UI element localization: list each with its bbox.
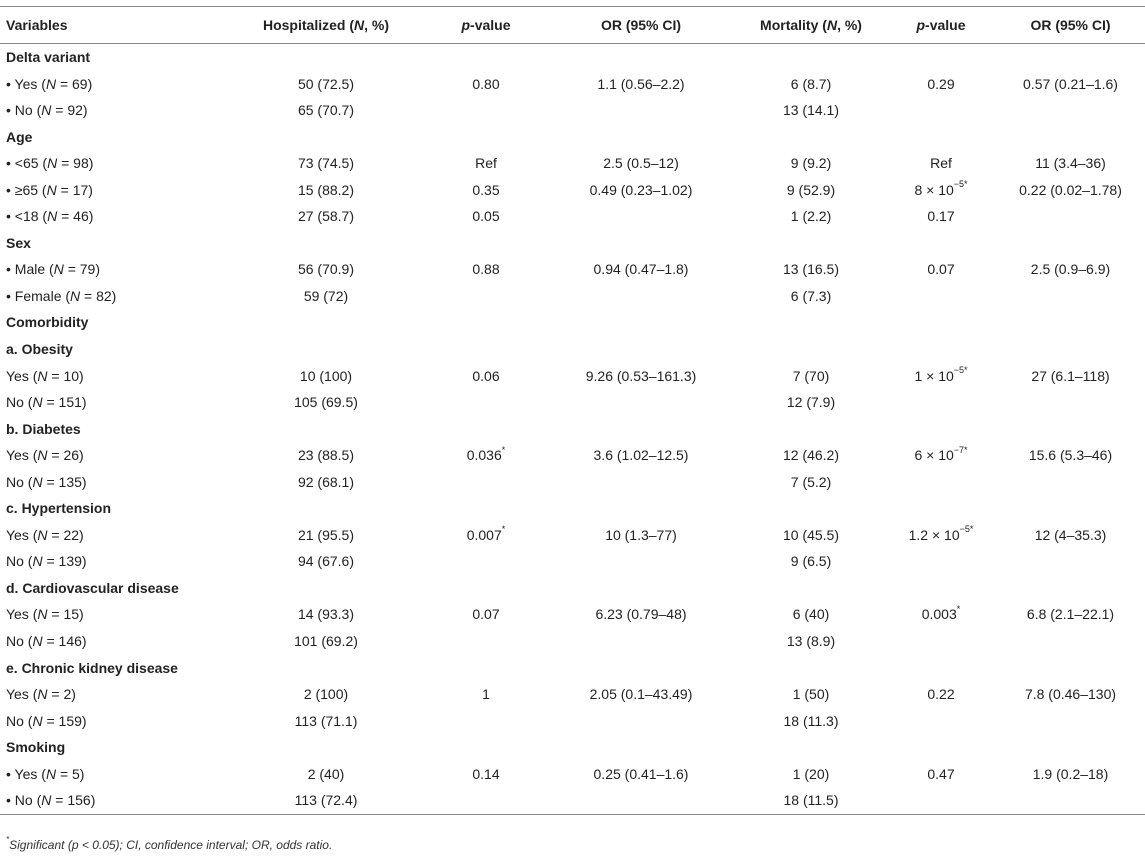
row-label: • Yes (N = 5)	[6, 765, 85, 782]
row-label: No (N = 151)	[6, 394, 87, 411]
table-cell	[546, 283, 736, 310]
table-cell: 2.5 (0.9–6.9)	[1030, 261, 1111, 278]
header-text-suffix: , %)	[837, 17, 862, 33]
table-footnote: *Significant (p < 0.05); CI, confidence interval; OR, odds ratio.	[6, 835, 333, 852]
row-label: • <18 (N = 46)	[6, 208, 94, 225]
table-cell	[546, 469, 736, 496]
column-header	[426, 7, 546, 44]
table-cell: 101 (69.2)	[294, 633, 358, 650]
table-cell: 113 (71.1)	[294, 712, 358, 729]
table-cell: 3.6 (1.02–12.5)	[593, 447, 689, 464]
table-cell	[426, 283, 546, 310]
table-cell: 7 (5.2)	[790, 473, 832, 490]
table-cell: 13 (14.1)	[782, 102, 840, 119]
table-cell	[996, 283, 1145, 310]
table-cell: 2 (40)	[307, 765, 345, 782]
table-row	[0, 761, 1145, 788]
section-label: e. Chronic kidney disease	[6, 659, 178, 676]
row-label: • Female (N = 82)	[6, 287, 117, 304]
table-cell	[996, 628, 1145, 655]
header-text: Mortality (	[760, 17, 827, 33]
section-label: d. Cardiovascular disease	[6, 579, 179, 596]
table-cell: 10 (100)	[299, 367, 353, 384]
table-cell	[426, 708, 546, 735]
header-text: OR (95% CI)	[600, 17, 682, 33]
row-label: No (N = 146)	[6, 633, 87, 650]
section-row	[0, 655, 1145, 682]
section-label: Delta variant	[6, 49, 91, 65]
table-row	[0, 442, 1145, 469]
column-header	[996, 7, 1145, 44]
table-cell: 0.57 (0.21–1.6)	[1023, 75, 1118, 92]
row-label: • No (N = 156)	[0, 787, 226, 814]
table-cell: 0.49 (0.23–1.02)	[589, 181, 693, 198]
table-cell: 14 (93.3)	[297, 606, 355, 623]
row-label: • No (N = 92)	[6, 102, 88, 119]
table-cell	[886, 708, 996, 735]
section-label: Sex	[6, 234, 31, 251]
table-cell: 0.003*	[921, 603, 961, 623]
table-cell: 9 (9.2)	[790, 155, 832, 172]
table-cell	[426, 389, 546, 416]
header-text: Variables	[6, 17, 68, 33]
table-header	[0, 7, 1145, 44]
table-cell: 12 (46.2)	[782, 447, 840, 464]
table-cell: 27 (58.7)	[297, 208, 355, 225]
table-row	[0, 522, 1145, 549]
table-cell: 0.94 (0.47–1.8)	[593, 261, 689, 278]
table-row	[0, 548, 1145, 575]
section-row	[0, 230, 1145, 257]
table-row	[0, 628, 1145, 655]
table-cell: 0.14	[472, 765, 500, 782]
table-cell: 12 (7.9)	[786, 394, 836, 411]
table-cell: 1.1 (0.56–2.2)	[597, 75, 685, 92]
table-cell	[546, 787, 736, 814]
column-header	[0, 7, 226, 44]
header-italic-text: N	[826, 17, 838, 33]
section-label: Age	[6, 128, 33, 145]
table-cell: 0.22 (0.02–1.78)	[1019, 181, 1122, 198]
table-cell: 113 (72.4)	[226, 787, 426, 814]
column-header	[546, 7, 736, 44]
table-cell: 56 (70.9)	[297, 261, 355, 278]
table-cell: 18 (11.3)	[783, 712, 839, 729]
header-text: OR (95% CI)	[1030, 17, 1111, 33]
table-cell: 11 (3.4–36)	[1035, 155, 1106, 172]
table-cell	[426, 97, 546, 124]
table-cell: 0.007*	[466, 524, 506, 543]
section-row	[0, 575, 1145, 602]
table-cell	[886, 97, 996, 124]
table-body	[0, 44, 1145, 815]
table-cell: 27 (6.1–118)	[1031, 367, 1110, 384]
table-cell: 50 (72.5)	[297, 75, 355, 92]
table-cell: 10 (45.5)	[782, 526, 840, 543]
table-row	[0, 97, 1145, 124]
table-cell	[426, 787, 546, 814]
table-cell: 92 (68.1)	[297, 473, 355, 490]
section-row	[0, 124, 1145, 151]
table-row	[0, 363, 1145, 390]
table-cell: 0.05	[472, 208, 500, 225]
header-row	[0, 7, 1145, 44]
table-row	[0, 256, 1145, 283]
table-row	[0, 71, 1145, 98]
table-cell: 9 (6.5)	[790, 553, 832, 570]
header-text: Hospitalized (	[262, 17, 354, 33]
table-cell	[996, 787, 1145, 814]
header-italic-text: N	[354, 17, 365, 33]
section-row	[0, 309, 1145, 336]
table-cell: $8 \times 10^{-5*}$	[914, 179, 968, 198]
table-cell	[886, 628, 996, 655]
table-cell	[996, 548, 1145, 575]
table-cell: 15 (88.2)	[297, 181, 355, 198]
table-cell: 1.9 (0.2–18)	[1032, 765, 1109, 782]
table-row	[0, 389, 1145, 416]
table-cell	[996, 203, 1145, 230]
table-cell	[886, 469, 996, 496]
table-cell: Ref	[475, 155, 497, 172]
row-label: • Male (N = 79)	[6, 261, 101, 278]
table-cell	[996, 469, 1145, 496]
table-cell: 0.25 (0.41–1.6)	[593, 765, 689, 782]
table-cell: 6.8 (2.1–22.1)	[1026, 606, 1115, 623]
table-cell: 0.47	[927, 765, 955, 782]
table-cell: 13 (16.5)	[782, 261, 840, 278]
table-cell: 6 (8.7)	[790, 75, 832, 92]
table-cell: 0.22	[927, 686, 955, 703]
header-italic-text: p	[461, 17, 471, 33]
table-cell	[886, 787, 996, 814]
table-row	[0, 681, 1145, 708]
row-label: Yes (N = 2)	[6, 686, 76, 703]
table-cell: 12 (4–35.3)	[1034, 526, 1107, 543]
section-label: a. Obesity	[6, 341, 73, 358]
row-label: Yes (N = 22)	[6, 526, 84, 543]
table-cell: 105 (69.5)	[294, 394, 358, 411]
header-italic-text: p	[916, 17, 926, 33]
column-header	[886, 7, 996, 44]
table-row	[0, 708, 1145, 735]
table-cell: 21 (95.5)	[297, 526, 355, 543]
section-row	[0, 336, 1145, 363]
table-cell: 9 (52.9)	[786, 181, 836, 198]
section-label: Smoking	[6, 739, 66, 756]
section-row	[0, 44, 1145, 71]
table-cell: 6.23 (0.79–48)	[595, 606, 687, 623]
table-cell: 6 (40)	[792, 606, 830, 623]
table-cell: 10 (1.3–77)	[605, 526, 677, 543]
table-cell: 0.80	[472, 75, 500, 92]
table-cell	[886, 283, 996, 310]
table-cell: 0.07	[472, 606, 500, 623]
table-cell: 1 (50)	[792, 686, 830, 703]
table-cell: 0.17	[927, 208, 955, 225]
table-cell: 1 (2.2)	[790, 208, 832, 225]
table-row	[0, 283, 1145, 310]
table-row	[0, 203, 1145, 230]
table-cell: 0.07	[927, 261, 955, 278]
table-cell	[426, 469, 546, 496]
table-row	[0, 177, 1145, 204]
table-cell: 7 (70)	[792, 367, 830, 384]
table-cell: 9.26 (0.53–161.3)	[585, 367, 697, 384]
row-label: No (N = 135)	[6, 473, 87, 490]
table-cell: 0.036*	[466, 444, 506, 464]
table-cell: 1 (20)	[792, 765, 830, 782]
table-cell	[996, 97, 1145, 124]
table-cell	[426, 628, 546, 655]
results-table	[0, 6, 1145, 815]
table-cell: 2 (100)	[303, 686, 349, 703]
table-cell: $6 \times 10^{-7*}$	[914, 444, 968, 464]
table-cell: 0.88	[472, 261, 500, 278]
header-text-suffix: , %)	[364, 17, 390, 33]
row-label: No (N = 139)	[6, 553, 87, 570]
table-cell: 2.05 (0.1–43.49)	[589, 686, 693, 703]
table-cell: 94 (67.6)	[297, 553, 355, 570]
table-row	[0, 601, 1145, 628]
table-cell: 13 (8.9)	[786, 633, 836, 650]
table-row	[0, 469, 1145, 496]
section-label: b. Diabetes	[6, 420, 81, 437]
table-cell: $1 \times 10^{-5*}$	[914, 364, 968, 384]
table-cell: 15.6 (5.3–46)	[1028, 447, 1113, 464]
row-label: • <65 (N = 98)	[6, 155, 94, 172]
row-label: • ≥65 (N = 17)	[6, 181, 93, 198]
table-cell: 65 (70.7)	[297, 102, 355, 119]
table-cell: 1	[482, 686, 490, 703]
row-label: No (N = 159)	[6, 712, 87, 729]
row-label: Yes (N = 26)	[6, 447, 84, 464]
table-cell	[546, 203, 736, 230]
table-cell: 59 (72)	[303, 287, 349, 304]
section-row	[0, 416, 1145, 443]
table-cell: 0.29	[927, 75, 955, 92]
row-label: Yes (N = 10)	[6, 367, 84, 384]
section-row	[0, 495, 1145, 522]
table-cell: 2.5 (0.5–12)	[603, 155, 679, 172]
table-cell: 6 (7.3)	[790, 287, 832, 304]
header-text-suffix: -value	[470, 17, 511, 33]
table-cell	[546, 389, 736, 416]
header-text-suffix: -value	[925, 17, 966, 33]
table-cell: $1.2 \times 10^{-5*}$	[908, 524, 974, 543]
row-label: • Yes (N = 69)	[6, 75, 93, 92]
table-cell	[546, 628, 736, 655]
table-cell	[996, 389, 1145, 416]
table-cell: 0.35	[472, 181, 500, 198]
table-cell: 18 (11.5)	[736, 787, 886, 814]
section-label: c. Hypertension	[6, 500, 112, 517]
table-cell: 73 (74.5)	[297, 155, 355, 172]
row-label: Yes (N = 15)	[6, 606, 84, 623]
table-cell	[886, 389, 996, 416]
table-cell: 0.06	[472, 367, 500, 384]
table-cell	[546, 708, 736, 735]
table-cell: 7.8 (0.46–130)	[1024, 686, 1117, 703]
table-row	[0, 150, 1145, 177]
table-cell	[426, 548, 546, 575]
column-header	[226, 7, 426, 44]
table-row	[0, 787, 1145, 814]
table-cell: Ref	[930, 155, 952, 172]
table-cell	[996, 708, 1145, 735]
table-cell: 23 (88.5)	[297, 447, 355, 464]
section-row	[0, 734, 1145, 761]
table-cell	[546, 548, 736, 575]
table-cell	[546, 97, 736, 124]
section-label: Comorbidity	[6, 314, 89, 331]
column-header	[736, 7, 886, 44]
table-cell	[886, 548, 996, 575]
